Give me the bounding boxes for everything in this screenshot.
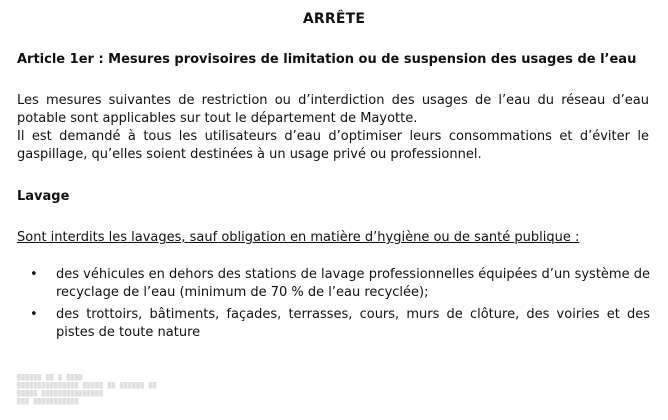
bullet-icon: • — [30, 267, 38, 282]
footer-line: ▒▒▒▒▒▒▒▒▒▒▒▒▒▒▒ ▒▒▒▒▒ ▒▒ ▒▒▒▒▒▒ ▒▒ — [17, 382, 157, 389]
article-heading: Article 1er : Mesures provisoires de limitation ou de suspension des usages de l’eau — [17, 52, 637, 67]
footer-line: ▒▒▒▒▒▒ ▒▒ ▒ ▒▒▒▒ — [17, 374, 83, 381]
document-title: ARRÊTE — [302, 11, 366, 27]
paragraph-restrictions: Les mesures suivantes de restriction ou d’interdiction des usages de l’eau du réseau d’eau potable sont applicables sur tout le département de Mayotte. — [17, 93, 649, 126]
prohibition-list — [30, 266, 650, 346]
list-item-text: des véhicules en dehors des stations de lavage professionnelles équipées d’un système de recyclage de l’eau (minimum de 70 % de l’eau recyclée); — [56, 267, 650, 300]
list-item — [30, 266, 650, 302]
paragraph-optimization: Il est demandé à tous les utilisateurs d’eau d’optimiser leurs consommations et d’éviter le gaspillage, qu’elles soient destinées à un usage privé ou professionnel. — [17, 129, 649, 162]
prohibition-intro: Sont interdits les lavages, sauf obligation en matière d’hygiène ou de santé publique : — [17, 230, 580, 245]
section-heading-lavage: Lavage — [17, 189, 70, 204]
bullet-icon: • — [30, 307, 38, 322]
footer-line: ▒▒▒▒▒ ▒▒▒▒▒▒▒▒▒▒▒▒▒▒▒ — [17, 390, 104, 397]
faded-footer-stamp — [17, 374, 277, 406]
list-item-text: des trottoirs, bâtiments, façades, terrasses, cours, murs de clôture, des voiries et des pistes de toute nature — [56, 307, 650, 340]
footer-line: ▒▒▒ ▒▒▒▒▒▒▒▒▒▒▒ — [17, 398, 79, 405]
list-item — [30, 306, 650, 342]
